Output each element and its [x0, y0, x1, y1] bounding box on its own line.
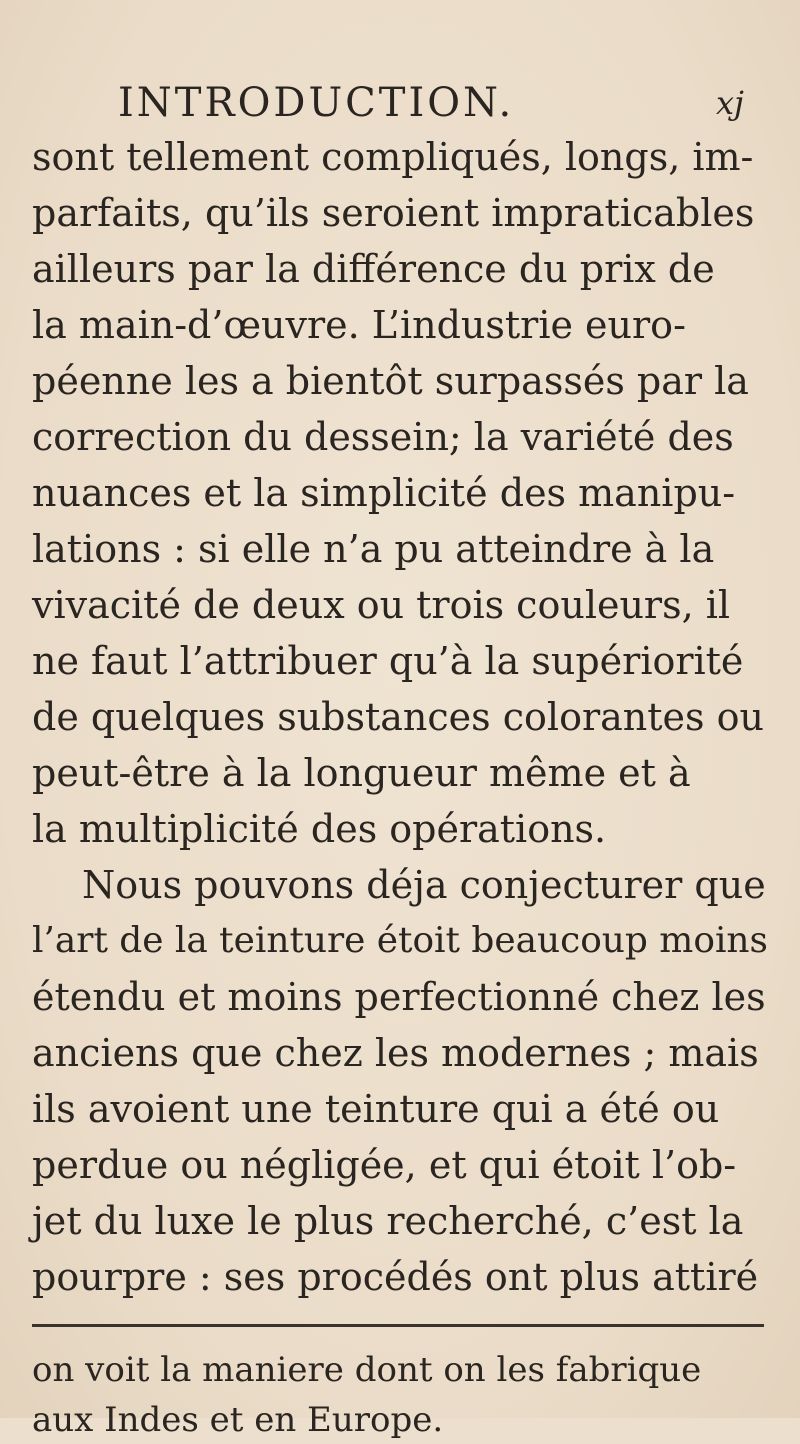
- text-line: ne faut l’attribuer qu’à la supériorité: [32, 639, 744, 683]
- text-line: lations : si elle n’a pu atteindre à la: [32, 527, 715, 571]
- text-line: perdue ou négligée, et qui étoit l’ob-: [32, 1143, 737, 1187]
- text-line: ils avoient une teinture qui a été ou: [32, 1087, 720, 1131]
- footnote-separator: [32, 1324, 764, 1327]
- text-line: étendu et moins perfectionné chez les: [32, 975, 766, 1019]
- text-line: péenne les a bientôt surpassés par la: [32, 359, 749, 403]
- text-line: parfaits, qu’ils seroient impraticables: [32, 191, 755, 235]
- text-line: anciens que chez les modernes ; mais: [32, 1031, 759, 1075]
- running-header: INTRODUCTION.: [118, 80, 515, 126]
- text-line: peut-être à la longueur même et à: [32, 751, 691, 795]
- text-line: l’art de la teinture étoit beaucoup moins: [32, 920, 768, 961]
- text-line: de quelques substances colorantes ou: [32, 695, 764, 739]
- text-line: Nous pouvons déja conjecturer que: [82, 863, 766, 907]
- footnote-line: on voit la maniere dont on les fabrique: [32, 1350, 702, 1390]
- text-line: ailleurs par la différence du prix de: [32, 247, 715, 291]
- text-line: sont tellement compliqués, longs, im-: [32, 135, 754, 179]
- text-line: pourpre : ses procédés ont plus attiré: [32, 1255, 759, 1299]
- text-line: jet du luxe le plus recherché, c’est la: [32, 1199, 744, 1243]
- text-line: vivacité de deux ou trois couleurs, il: [32, 583, 731, 627]
- text-line: correction du dessein; la variété des: [32, 415, 734, 459]
- footnote-line: aux Indes et en Europe.: [32, 1400, 444, 1440]
- page-number: xj: [716, 84, 744, 122]
- text-line: la main-d’œuvre. L’industrie euro-: [32, 303, 686, 347]
- text-line: nuances et la simplicité des manipu-: [32, 471, 736, 515]
- text-line: la multiplicité des opérations.: [32, 807, 607, 851]
